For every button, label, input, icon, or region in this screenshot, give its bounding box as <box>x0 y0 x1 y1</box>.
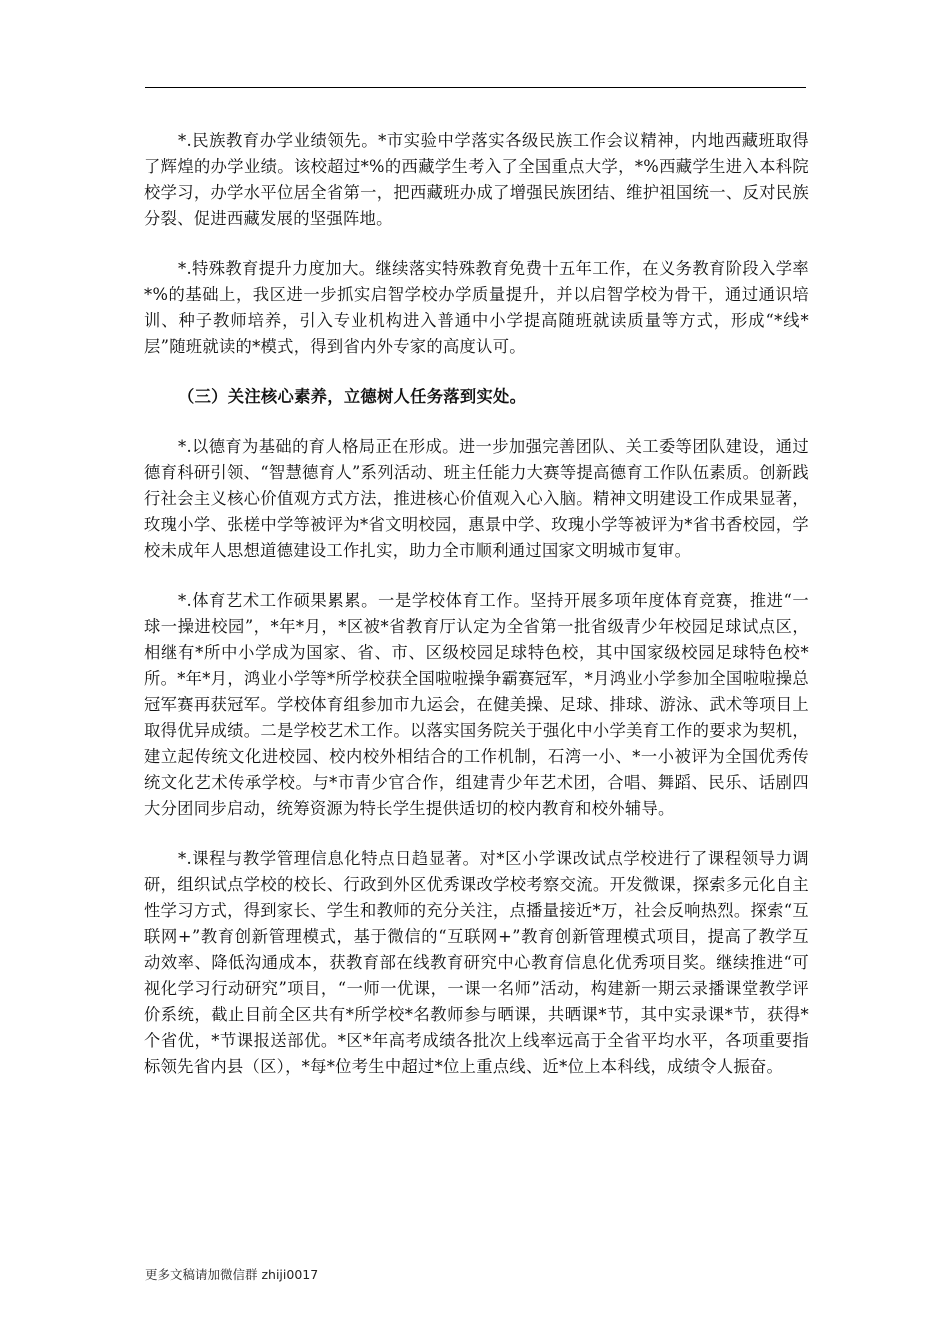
footer-note: 更多文稿请加微信群 zhiji0017 <box>145 1267 319 1282</box>
document-body <box>144 128 809 1104</box>
paragraph-moral-education: *.以德育为基础的育人格局正在形成。进一步加强完善团队、关工委等团队建设，通过德育科研引领、“智慧德育人”系列活动、班主任能力大赛等提高德育工作队伍素质。创新践行社会主义核心价值观方式方法，推进核心价值观入心入脑。精神文明建设工作成果显著，玫瑰小学、张槎中学等被评为*省文明校园，惠景中学、玫瑰小学等被评为*省书香校园，学校未成年人思想道德建设工作扎实，助力全市顺利通过国家文明城市复审。 <box>144 437 809 560</box>
header-rule <box>145 87 806 88</box>
paragraph-curriculum-it: *.课程与教学管理信息化特点日趋显著。对*区小学课改试点学校进行了课程领导力调研，组织试点学校的校长、行政到外区优秀课改学校考察交流。开发微课，探索多元化自主性学习方式，得到家长、学生和教师的充分关注，点播量接近*万，社会反响热烈。探索“互联网+”教育创新管理模式，基于微信的“互联网+”教育创新管理模式项目，提高了教学互动效率、降低沟通成本，获教育部在线教育研究中心教育信息化优秀项目奖。继续推进“可视化学习行动研究”项目，“一师一优课，一课一名师”活动，构建新一期云录播课堂教学评价系统，截止目前全区共有*所学校*名教师参与晒课，共晒课*节，其中实录课*节，获得*个省优，*节课报送部优。*区*年高考成绩各批次上线率远高于全省平均水平，各项重要指标领先省内县（区），*每*位考生中超过*位上重点线、近*位上本科线，成绩令人振奋。 <box>144 849 809 1076</box>
paragraph-ethnic-education: *.民族教育办学业绩领先。*市实验中学落实各级民族工作会议精神，内地西藏班取得了辉煌的办学业绩。该校超过*%的西藏学生考入了全国重点大学，*%西藏学生进入本科院校学习，办学水平位居全省第一，把西藏班办成了增强民族团结、维护祖国统一、反对民族分裂、促进西藏发展的坚强阵地。 <box>144 131 809 228</box>
paragraph-sports-arts: *.体育艺术工作硕果累累。一是学校体育工作。坚持开展多项年度体育竞赛，推进“一球一操进校园”，*年*月，*区被*省教育厅认定为全省第一批省级青少年校园足球试点区，相继有*所中小学成为国家、省、市、区级校园足球特色校，其中国家级校园足球特色校*所。*年*月，鸿业小学等*所学校获全国啦啦操争霸赛冠军，*月鸿业小学参加全国啦啦操总冠军赛再获冠军。学校体育组参加市九运会，在健美操、足球、排球、游泳、武术等项目上取得优异成绩。二是学校艺术工作。以落实国务院关于强化中小学美育工作的要求为契机，建立起传统文化进校园、校内校外相结合的工作机制，石湾一小、*一小被评为全国优秀传统文化艺术传承学校。与*市青少官合作，组建青少年艺术团，合唱、舞蹈、民乐、话剧四大分团同步启动，统筹资源为特长学生提供适切的校内教育和校外辅导。 <box>144 591 809 818</box>
section-heading: （三）关注核心素养，立德树人任务落到实处。 <box>178 387 527 406</box>
paragraph-special-education: *.特殊教育提升力度加大。继续落实特殊教育免费十五年工作，在义务教育阶段入学率*%的基础上，我区进一步抓实启智学校办学质量提升，并以启智学校为骨干，通过通识培训、种子教师培养，引入专业机构进入普通中小学提高随班就读质量等方式，形成“*线*层”随班就读的*模式，得到省内外专家的高度认可。 <box>144 259 809 356</box>
